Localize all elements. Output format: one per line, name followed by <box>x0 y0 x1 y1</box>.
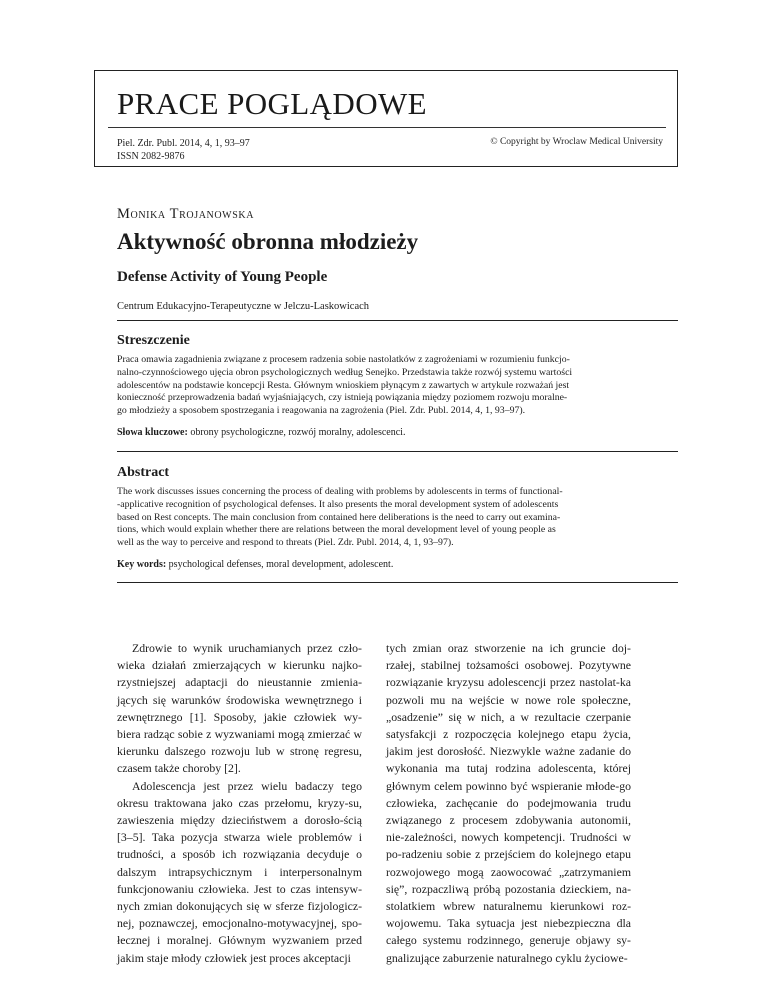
abstract-en-heading: Abstract <box>117 465 170 480</box>
abstract-pl-end-rule <box>117 451 678 452</box>
body-paragraph: Adolescencja jest przez wielu badaczy tego okresu traktowana jako czas przełomu, kryzy-su, zawieszenia między dzieciństwem a dorosło-ścią [3–5]. Taka pozycja stwarza wiele problemów i trudności, a sposób ich rozwiązania decyduje o dalszym intrapsychicznym i interpersonalnym funkcjonowaniu człowieka. Jest to czas intensyw-nych zmian dokonujących się w sferze fizjologicz-nej, poznawczej, emocjonalno-motywacyjnej, spo-łecznej i moralnej. Głównym wyzwaniem przed jakim staje młody człowiek jest proces akceptacji <box>117 778 362 965</box>
keywords-en <box>117 559 393 570</box>
abstract-pl-text <box>117 354 678 418</box>
abstract-en-text <box>117 486 678 550</box>
copyright-notice: © Copyright by Wroclaw Medical University <box>490 137 663 147</box>
abstract-en-line: The work discusses issues concerning the process of dealing with problems by adolescents in terms of functional- <box>117 486 563 497</box>
body-paragraph: tych zmian oraz stworzenie na ich gruncie doj-rzałej, stabilnej tożsamości osobowej. Pozytywne rozwiązanie kryzysu adolescencji przez nastolat-ka pozwoli mu na wejście w nowe role społeczne, „osadzenie” się w nich, a w rezultacie czerpanie satysfakcji z rozpoczęcia kolejnego etapu życia, jakim jest dorosłość. Niezwykle ważne zadanie do wykonania ma tutaj rodzina adolescenta, której głównym celem powinno być wspieranie młode-go człowieka, zachęcanie do podejmowania trudu związanego z procesem zdobywania autonomii, nie-zależności, nowych kompetencji. Trudności w po-radzeniu sobie z przejściem do kolejnego etapu rozwojowego mogą zaowocować „zatrzymaniem się”, rozpaczliwą próbą pozostania dzieckiem, na-stolatkiem wbrew naturalnemu kierunkowi roz-wojowemu. Taka sytuacja jest niebezpieczna dla całego systemu rodzinnego, generuje objawy sy-gnalizujące zaburzenie naturalnego cyklu życiowe- <box>386 641 631 965</box>
author-name: Monika Trojanowska <box>117 206 255 222</box>
abstract-pl-line: adolescentów na podstawie koncepcji Resta. Głównym wnioskiem płynącym z zawartych w artykule rozważań jest <box>117 379 570 391</box>
body-column-right <box>386 640 631 967</box>
abstract-pl-line: Praca omawia zagadnienia związane z procesem radzenia sobie nastolatków z zagrożeniami w rozumieniu funkcjo- <box>117 354 570 365</box>
abstract-pl-line: nalno-czynnościowego ujęcia obron psychologicznych według Senejko. Przedstawia także rozwój systemu wartości <box>117 366 573 378</box>
keywords-pl-label: Słowa kluczowe: <box>117 427 188 438</box>
abstract-pl-line: go młodzieży a sposobem spostrzegania i reagowania na zagrożenia (Piel. Zdr. Publ. 2014, 4, 1, 93–97). <box>117 405 526 417</box>
abstract-en-end-rule <box>117 582 678 583</box>
article-title-polish: Aktywność obronna młodzieży <box>117 229 419 254</box>
keywords-en-label: Key words: <box>117 559 167 570</box>
body-paragraph: Zdrowie to wynik uruchamianych przez czło-wieka działań zmierzających w kierunku najko-rzystniejszej adaptacji do nieustannie zmienia-jących się warunków środowiska wewnętrznego i zewnętrznego [1]. Sposoby, jakie człowiek wy-biera radząc sobie z wyzwaniami mogą zmierzać w kierunku dalszego rozwoju lub w stronę regresu, czasem także choroby [2]. <box>117 641 362 776</box>
journal-reference <box>117 137 250 163</box>
abstract-en-line: well as the way to perceive and respond to threats (Piel. Zdr. Publ. 2014, 4, 1, 93–97). <box>117 537 454 549</box>
keywords-pl-values: obrony psychologiczne, rozwój moralny, adolescenci. <box>190 427 406 438</box>
abstract-en-line: tions, which would explain whether there are relations between the moral development level of young people as <box>117 524 556 536</box>
body-column-left <box>117 640 362 967</box>
keywords-en-values: psychological defenses, moral development, adolescent. <box>168 559 394 570</box>
keywords-pl <box>117 427 405 438</box>
journal-citation: Piel. Zdr. Publ. 2014, 4, 1, 93–97 <box>117 138 250 149</box>
abstract-en-line: based on Rest concepts. The main conclusion from contained here deliberations is the need to carry out examina- <box>117 511 561 523</box>
abstract-top-rule <box>117 320 678 321</box>
abstract-pl-line: konieczność przeprowadzenia badań wyjaśniających, czy istnieją powiązania między poziomem rozwoju moralne- <box>117 392 568 404</box>
author-affiliation: Centrum Edukacyjno-Terapeutyczne w Jelczu-Laskowicach <box>117 301 370 312</box>
abstract-en-line: -applicative recognition of psychological defenses. It also presents the moral development system of adolescents <box>117 498 559 510</box>
abstract-pl-heading: Streszczenie <box>117 333 190 348</box>
section-title: PRACE POGLĄDOWE <box>117 86 427 121</box>
article-title-english: Defense Activity of Young People <box>117 269 328 285</box>
journal-issn: ISSN 2082-9876 <box>117 151 185 162</box>
header-divider <box>108 127 666 128</box>
